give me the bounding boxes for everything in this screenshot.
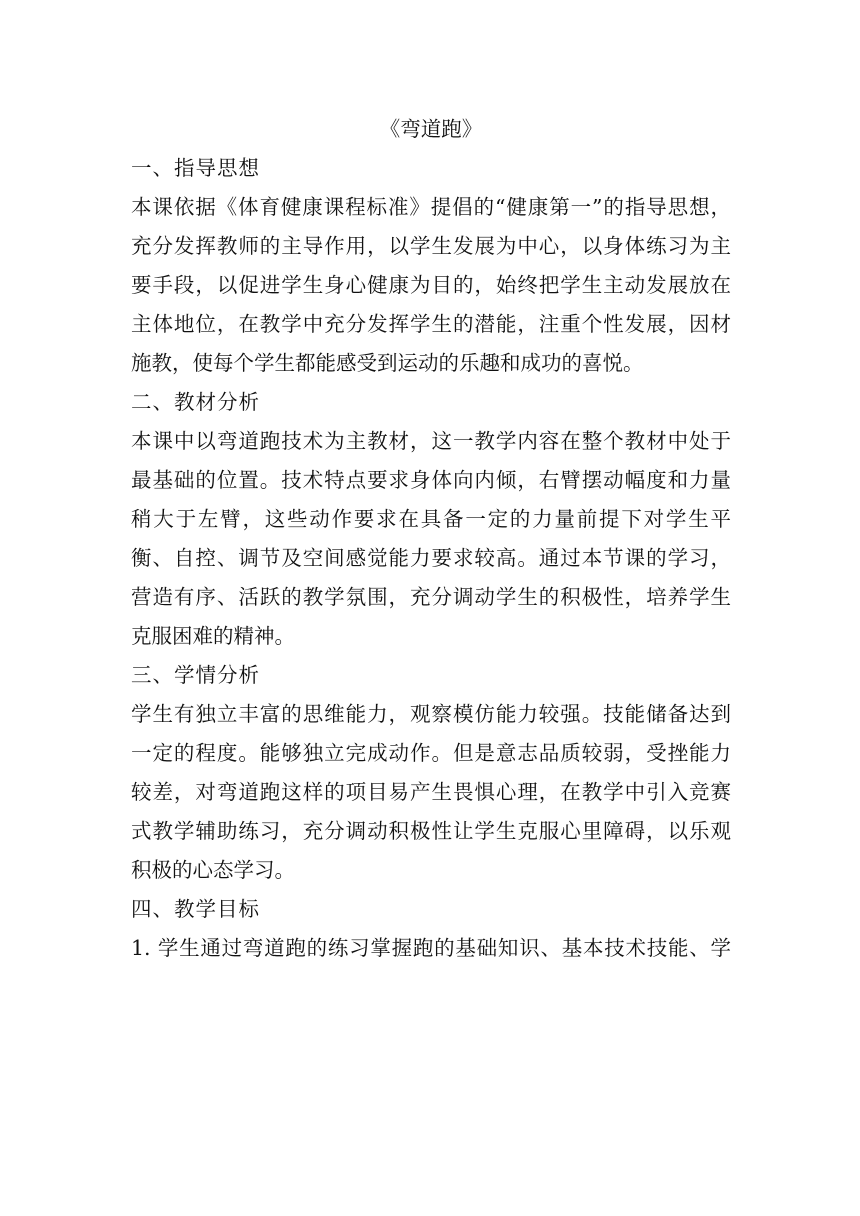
- document-title: 《弯道跑》: [379, 117, 483, 141]
- section-paragraph-material-analysis: [131, 422, 731, 656]
- paragraph-line: 式教学辅助练习，充分调动积极性让学生克服心里障碍，以乐观: [131, 819, 731, 843]
- section-paragraph-learner-analysis: [131, 695, 731, 890]
- paragraph-line: 较差，对弯道跑这样的项目易产生畏惧心理，在教学中引入竞赛: [131, 780, 731, 804]
- paragraph-line: 施教，使每个学生都能感受到运动的乐趣和成功的喜悦。: [131, 351, 644, 375]
- document-body: [131, 110, 731, 968]
- paragraph-line: 本课中以弯道跑技术为主教材，这一教学内容在整个教材中处于: [131, 429, 731, 453]
- section-heading-learner-analysis: 三、学情分析: [131, 663, 260, 687]
- section-heading-material-analysis: 二、教材分析: [131, 390, 260, 414]
- section-paragraph-guiding-ideology: [131, 188, 731, 383]
- paragraph-line: 最基础的位置。技术特点要求身体向内倾，右臂摆动幅度和力量: [131, 468, 731, 492]
- paragraph-line: 营造有序、活跃的教学氛围，充分调动学生的积极性，培养学生: [131, 585, 731, 609]
- paragraph-line: 充分发挥教师的主导作用，以学生发展为中心，以身体练习为主: [131, 234, 731, 258]
- section-heading-guiding-ideology: 一、指导思想: [131, 156, 260, 180]
- paragraph-line: 积极的心态学习。: [131, 858, 295, 882]
- paragraph-line: 1. 学生通过弯道跑的练习掌握跑的基础知识、基本技术技能、学: [131, 936, 731, 960]
- paragraph-line: 学生有独立丰富的思维能力，观察模仿能力较强。技能储备达到: [131, 702, 731, 726]
- section-heading-teaching-goals: 四、教学目标: [131, 897, 260, 921]
- paragraph-line: 要手段，以促进学生身心健康为目的，始终把学生主动发展放在: [131, 273, 731, 297]
- paragraph-line: 稍大于左臂，这些动作要求在具备一定的力量前提下对学生平: [131, 507, 731, 531]
- paragraph-line: 一定的程度。能够独立完成动作。但是意志品质较弱，受挫能力: [131, 741, 731, 765]
- paragraph-line: 衡、自控、调节及空间感觉能力要求较高。通过本节课的学习，: [131, 546, 731, 570]
- paragraph-line: 主体地位，在教学中充分发挥学生的潜能，注重个性发展，因材: [131, 312, 731, 336]
- paragraph-line: 本课依据《体育健康课程标准》提倡的“健康第一”的指导思想，: [131, 195, 731, 219]
- paragraph-line: 克服困难的精神。: [131, 624, 295, 648]
- section-paragraph-teaching-goals: [131, 929, 731, 968]
